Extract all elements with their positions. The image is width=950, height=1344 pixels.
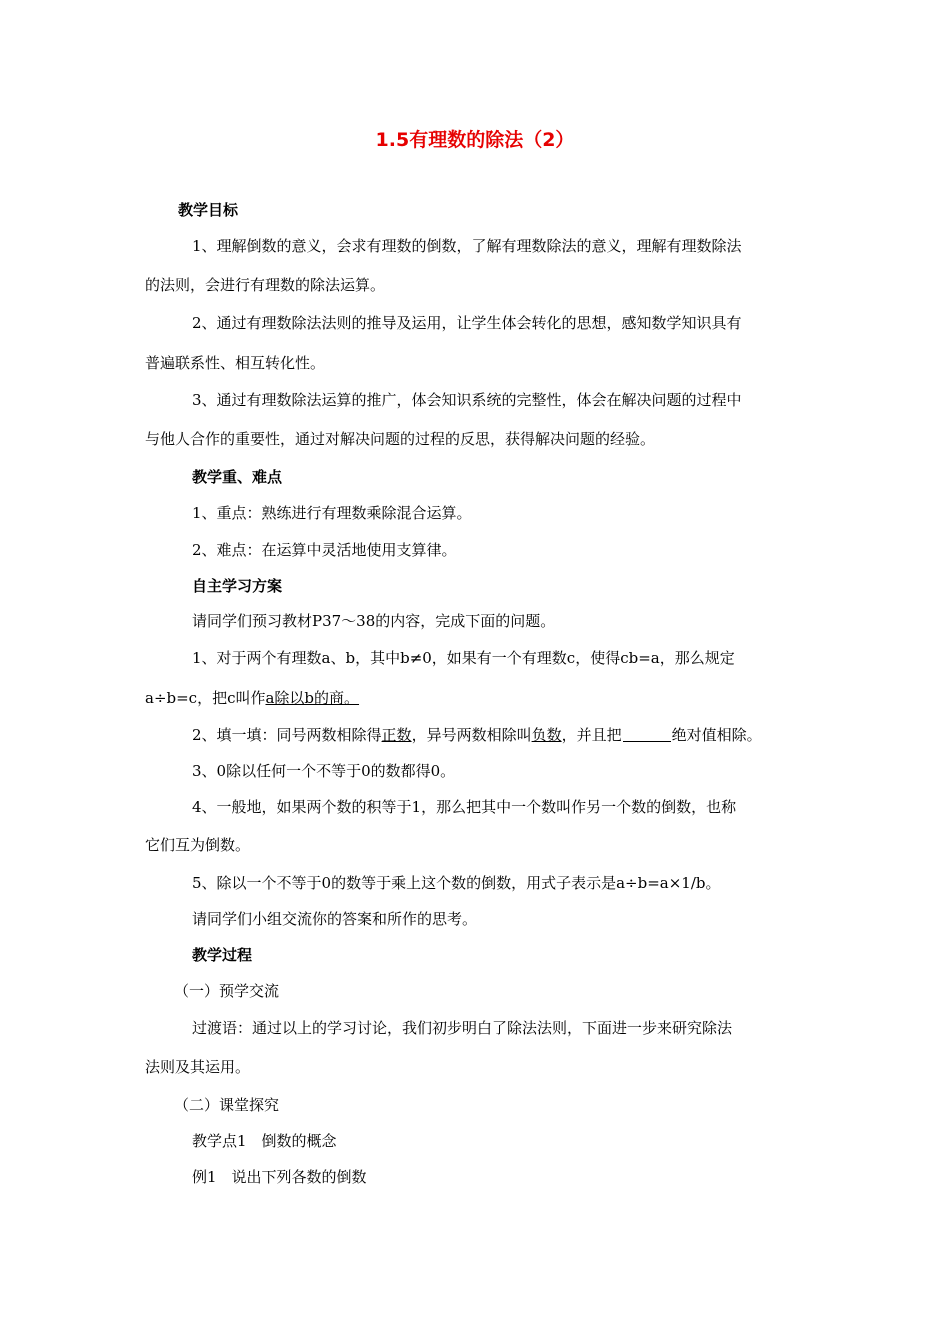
paragraph-line: 的法则，会进行有理数的除法运算。 (145, 276, 386, 294)
paragraph-line: 3、0除以任何一个不等于0的数都得0。 (192, 762, 456, 780)
paragraph-line: 5、除以一个不等于0的数等于乘上这个数的倒数，用式子表示是a÷b=a×1/b。 (192, 874, 721, 892)
paragraph-line: （一）预学交流 (174, 982, 280, 1000)
paragraph-line: 1、重点：熟练进行有理数乘除混合运算。 (192, 504, 472, 522)
paragraph-line: 法则及其运用。 (145, 1058, 251, 1076)
paragraph-line: 请同学们预习教材P37～38的内容，完成下面的问题。 (192, 612, 556, 630)
paragraph-line: 例1 说出下列各数的倒数 (192, 1168, 367, 1186)
paragraph-line: （二）课堂探究 (174, 1096, 280, 1114)
paragraph-line: 4、一般地，如果两个数的积等于1，那么把其中一个数叫作另一个数的倒数，也称 (192, 798, 737, 816)
heading-teaching-goals: 教学目标 (178, 201, 239, 219)
paragraph-line (145, 688, 950, 708)
paragraph-line: 教学点1 倒数的概念 (192, 1132, 337, 1150)
text-span: ，并且把 (561, 726, 622, 744)
paragraph-line: 请同学们小组交流你的答案和所作的思考。 (192, 910, 478, 928)
underlined-answer: 正数 (381, 726, 412, 744)
text-span: 2、填一填：同号两数相除得 (192, 726, 382, 744)
paragraph-line: 3、通过有理数除法运算的推广，体会知识系统的完整性，体会在解决问题的过程中 (192, 391, 742, 409)
paragraph-line: 2、难点：在运算中灵活地使用支算律。 (192, 541, 457, 559)
heading-teaching-process: 教学过程 (192, 946, 253, 964)
text-span: a÷b=c，把c叫作 (145, 689, 266, 707)
underlined-answer: a除以b的商。 (265, 689, 360, 707)
paragraph-line: 普遍联系性、相互转化性。 (145, 354, 326, 372)
heading-self-study: 自主学习方案 (192, 577, 283, 595)
heading-key-points: 教学重、难点 (192, 468, 283, 486)
underlined-answer: 负数 (531, 726, 562, 744)
text-span: ，异号两数相除叫 (411, 726, 532, 744)
paragraph-line: 它们互为倒数。 (145, 836, 251, 854)
paragraph-line (192, 725, 950, 745)
page-title: 1.5有理数的除法（2） (375, 129, 575, 151)
paragraph-line: 1、对于两个有理数a、b，其中b≠0，如果有一个有理数c，使得cb=a，那么规定 (192, 649, 735, 667)
paragraph-line: 与他人合作的重要性，通过对解决问题的过程的反思，获得解决问题的经验。 (145, 430, 656, 448)
paragraph-line: 过渡语：通过以上的学习讨论，我们初步明白了除法法则，下面进一步来研究除法 (192, 1019, 733, 1037)
paragraph-line: 1、理解倒数的意义，会求有理数的倒数，了解有理数除法的意义，理解有理数除法 (192, 237, 742, 255)
fill-blank (623, 727, 671, 742)
paragraph-line: 2、通过有理数除法法则的推导及运用，让学生体会转化的思想，感知数学知识具有 (192, 314, 742, 332)
text-span: 绝对值相除。 (671, 726, 762, 744)
